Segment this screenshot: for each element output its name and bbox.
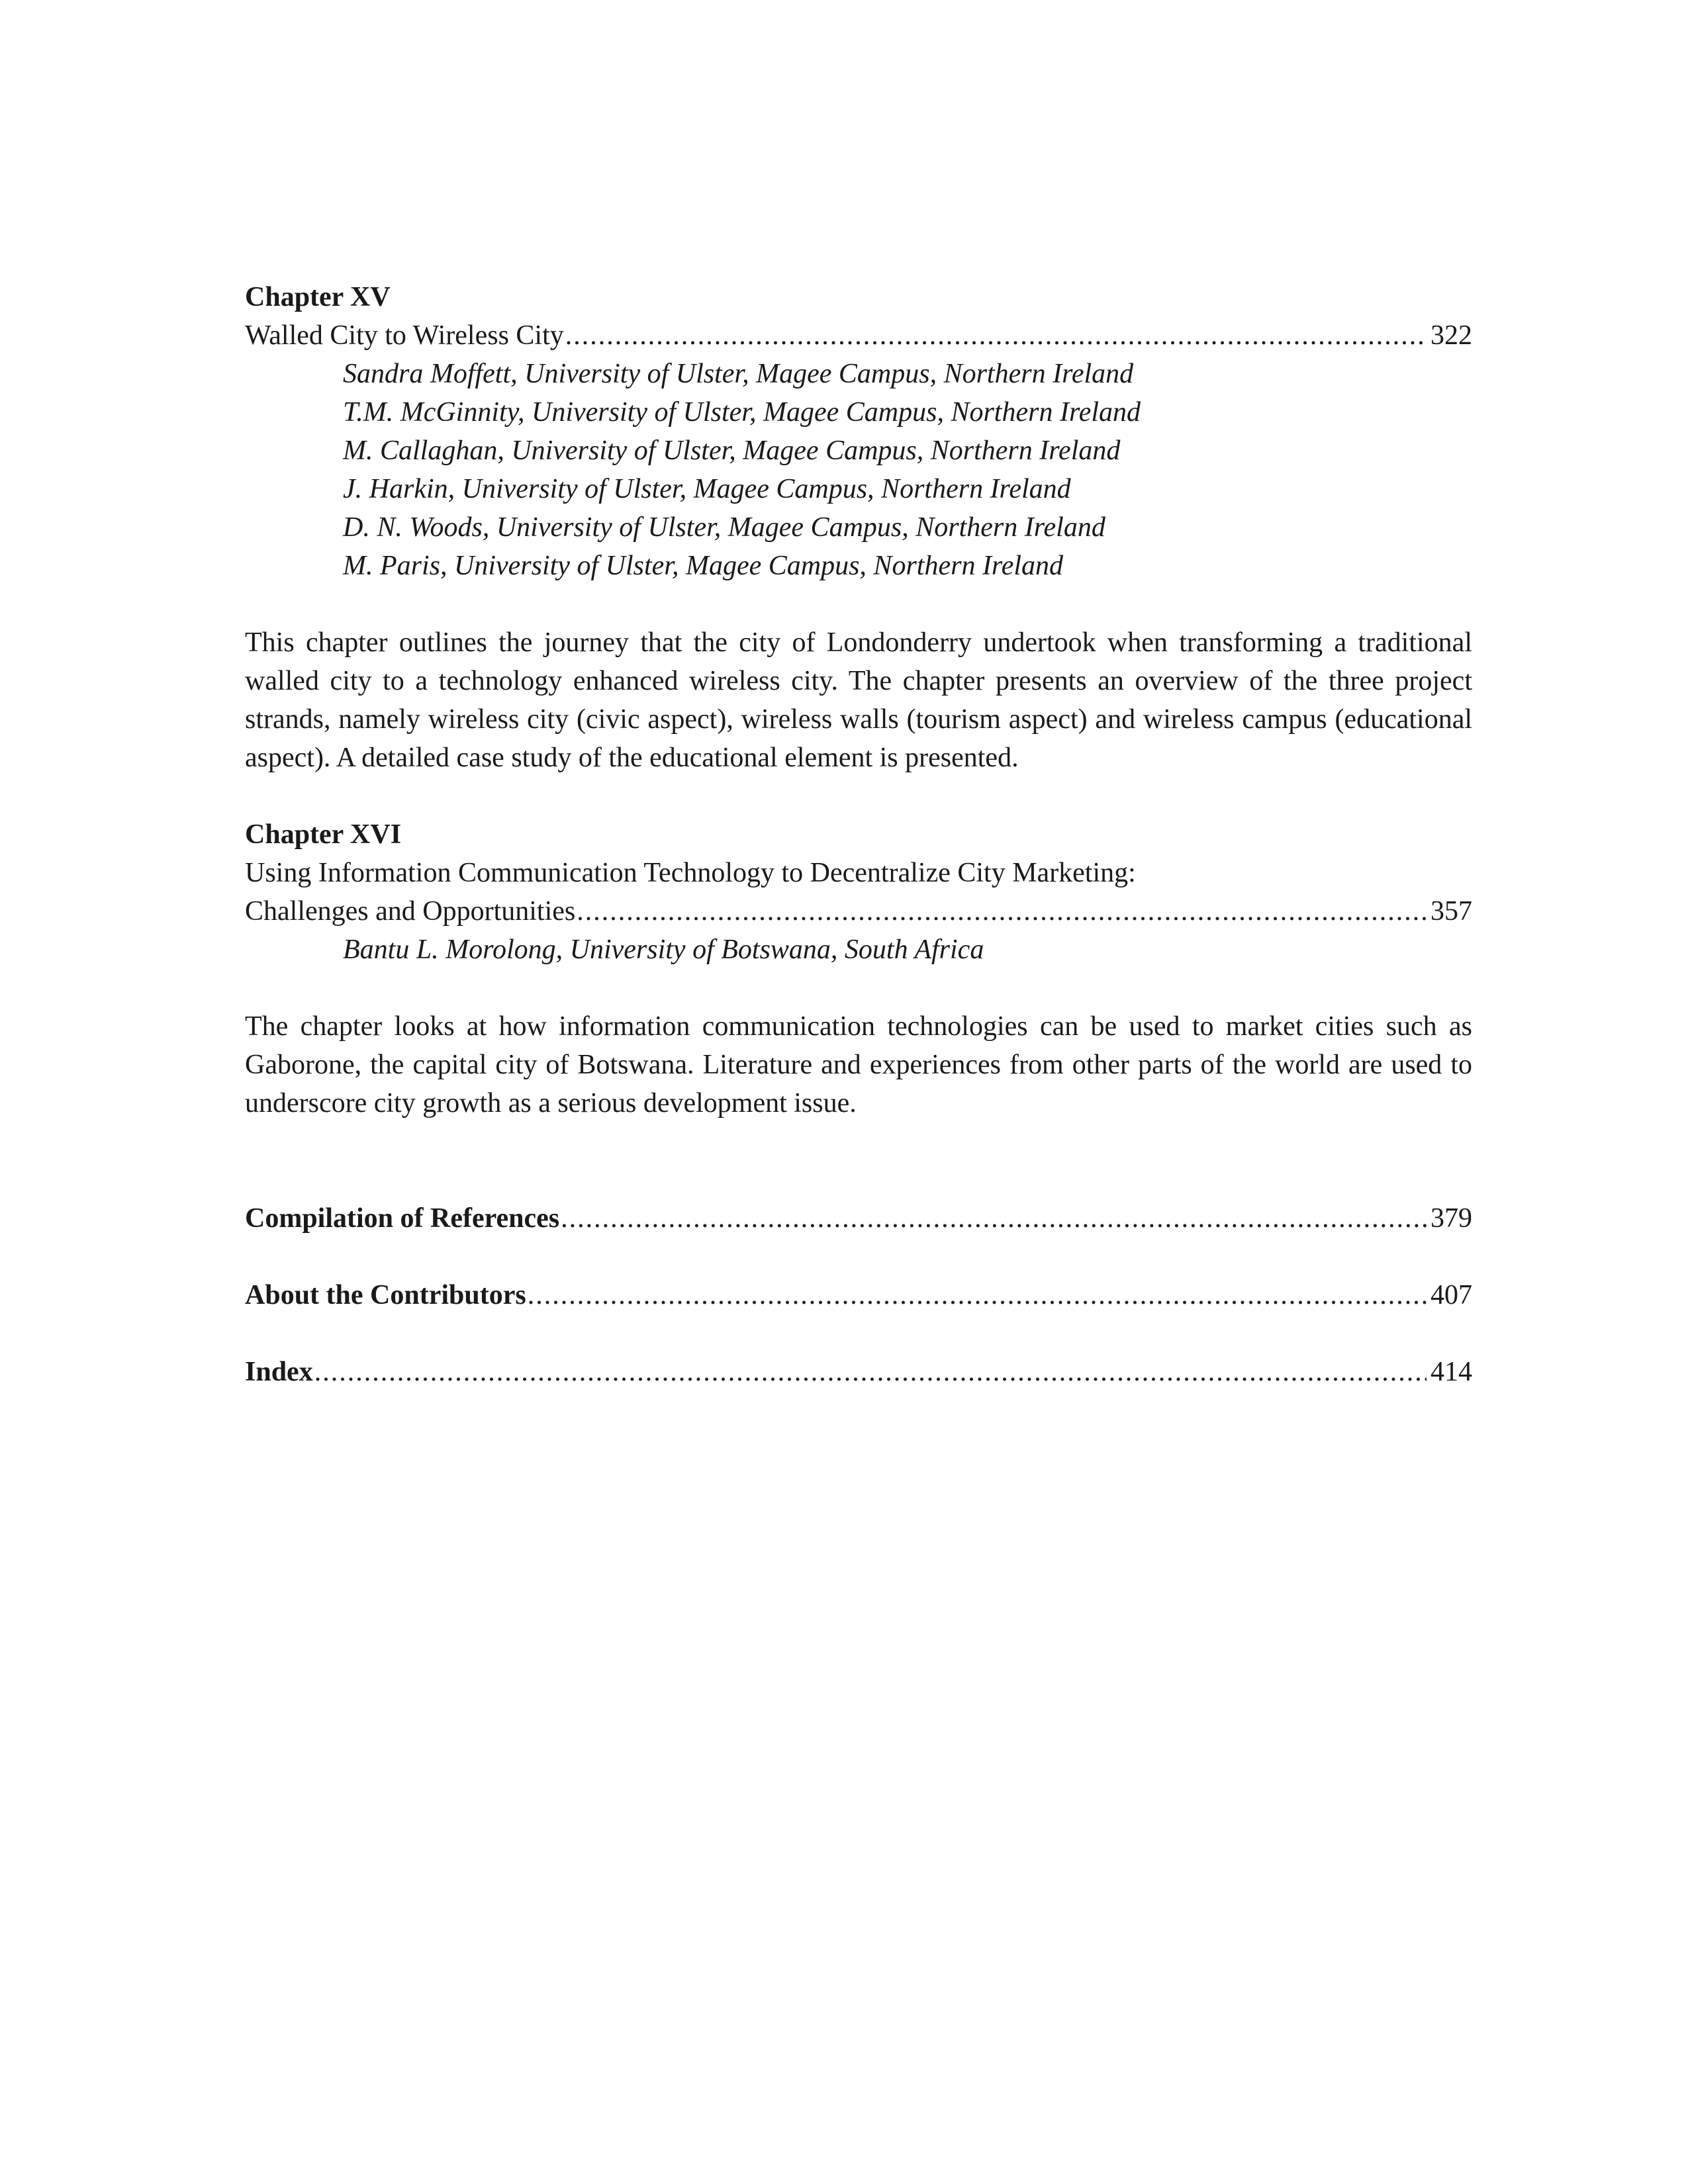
chapter-abstract: The chapter looks at how information communication technologies can be used to market cities such as Gaborone, the capital city of Botswana. Literature and experiences from other parts of the world are used to underscore city growth as a serious development issue. [245, 1011, 1472, 1118]
backmatter-entry-contributors[interactable] [245, 1276, 1472, 1314]
backmatter-title: Compilation of References [245, 1203, 560, 1234]
page-number: 414 [1430, 1357, 1472, 1387]
page-number: 322 [1430, 320, 1472, 351]
chapter-label: Chapter XVI [245, 819, 402, 850]
backmatter-entry-references[interactable] [245, 1199, 1472, 1238]
dot-leader [565, 316, 1427, 355]
author-line: Sandra Moffett, University of Ulster, Magee Campus, Northern Ireland [343, 359, 1134, 389]
author-line: J. Harkin, University of Ulster, Magee Campus, Northern Ireland [343, 474, 1071, 504]
author-list [245, 931, 1472, 969]
chapter-title: Walled City to Wireless City [245, 320, 564, 351]
backmatter-title: Index [245, 1357, 313, 1387]
chapter-abstract: This chapter outlines the journey that the city of Londonderry undertook when transforming a traditional walled city to a technology enhanced wireless city. The chapter presents an overview of the three project strands, namely wireless city (civic aspect), wireless walls (tourism aspect) and wireless campus (educational aspect). A detailed case study of the educational element is presented. [245, 627, 1472, 773]
chapter-label: Chapter XV [245, 282, 391, 312]
chapter-entry [245, 278, 1472, 777]
author-line: M. Paris, University of Ulster, Magee Campus, Northern Ireland [343, 551, 1064, 581]
chapter-entry [245, 815, 1472, 1122]
backmatter-title: About the Contributors [245, 1280, 526, 1310]
dot-leader [561, 1199, 1427, 1238]
chapter-title-link[interactable] [245, 892, 1472, 931]
chapter-title-link[interactable] [245, 316, 1472, 355]
dot-leader [528, 1276, 1427, 1314]
dot-leader [314, 1353, 1427, 1391]
page-number: 357 [1430, 896, 1472, 927]
page-number: 407 [1430, 1280, 1472, 1310]
page-number: 379 [1430, 1203, 1472, 1234]
chapter-title: Challenges and Opportunities [245, 896, 576, 927]
author-line: M. Callaghan, University of Ulster, Magee Campus, Northern Ireland [343, 435, 1121, 466]
dot-leader [577, 892, 1427, 931]
backmatter-entry-index[interactable] [245, 1353, 1472, 1391]
backmatter-list [245, 1199, 1472, 1391]
chapter-title-line[interactable]: Using Information Communication Technology to Decentralize City Marketing: [245, 858, 1136, 888]
author-line: Bantu L. Morolong, University of Botswana, South Africa [343, 934, 984, 965]
author-list [245, 355, 1472, 585]
author-line: T.M. McGinnity, University of Ulster, Magee Campus, Northern Ireland [343, 397, 1141, 428]
table-of-contents [245, 278, 1472, 1391]
author-line: D. N. Woods, University of Ulster, Magee Campus, Northern Ireland [343, 512, 1105, 543]
